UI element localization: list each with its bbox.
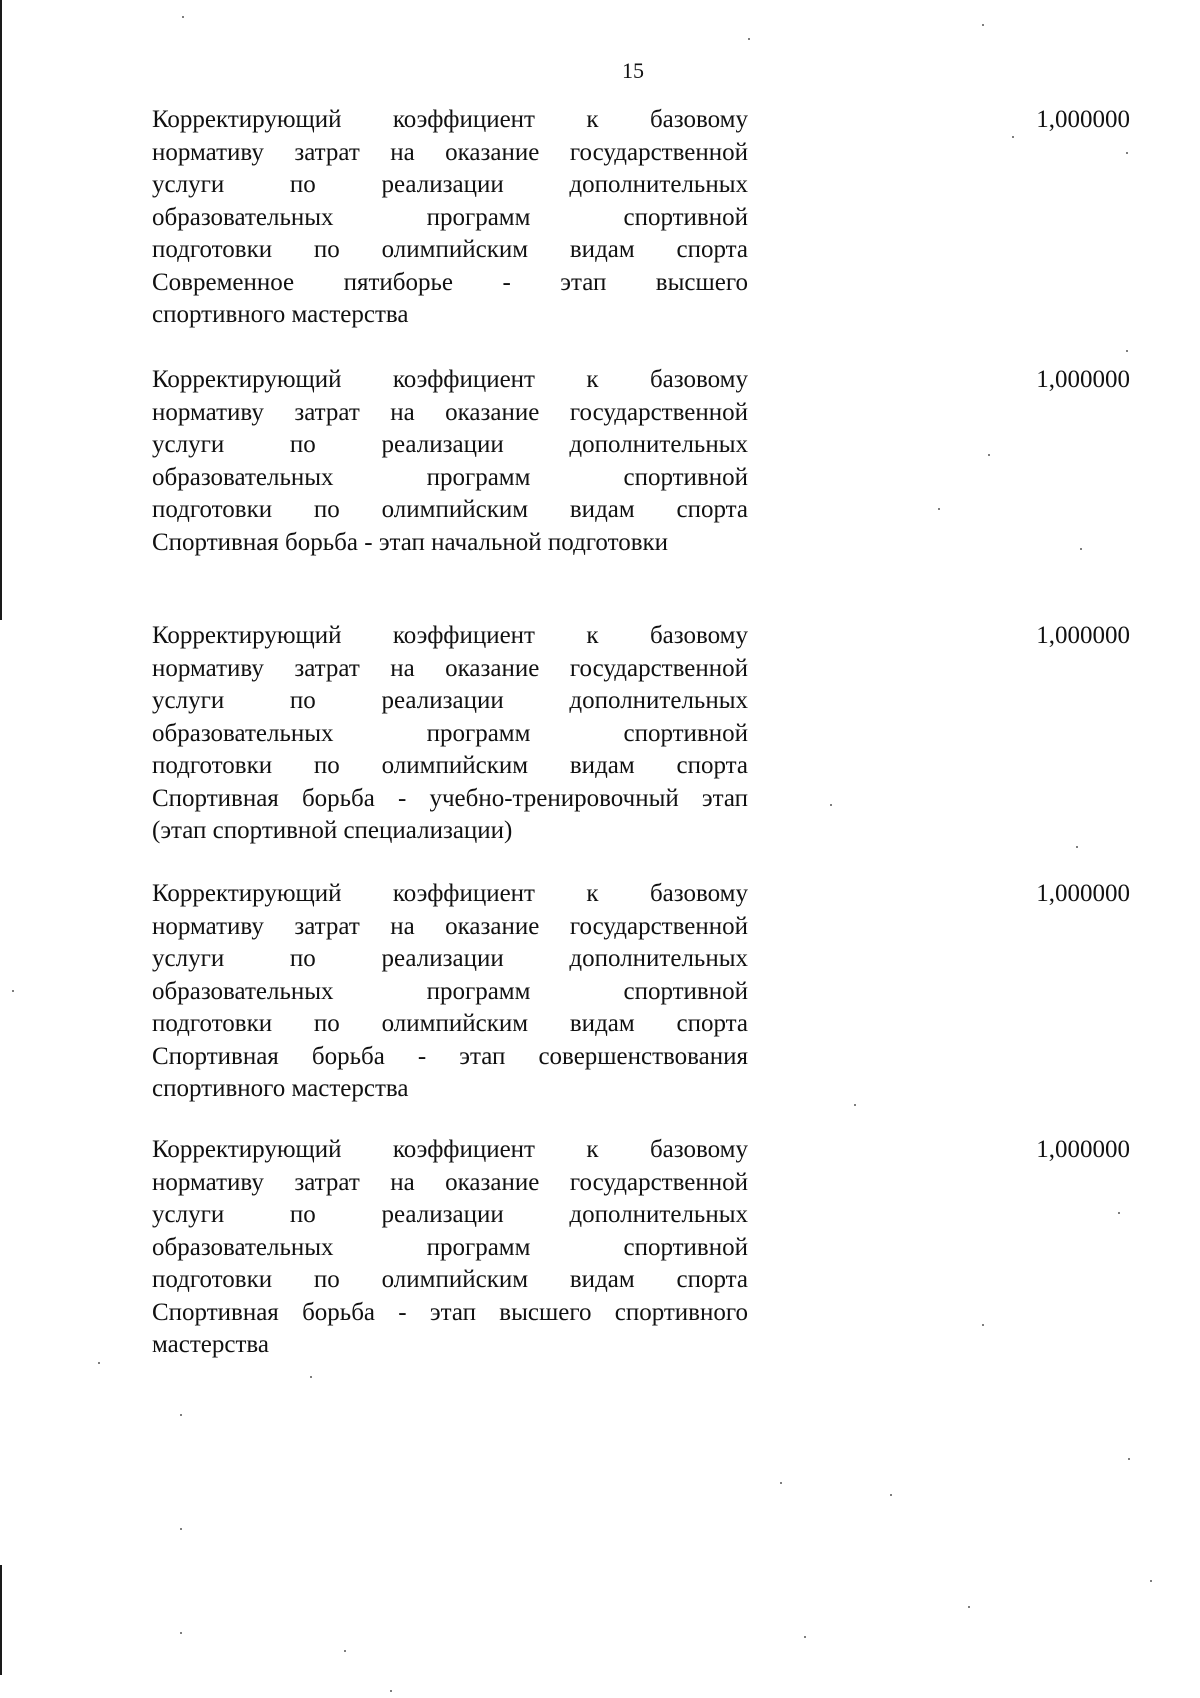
entry-value: 1,000000 bbox=[1036, 880, 1130, 907]
entry-line: нормативу затрат на оказание государственной bbox=[152, 912, 748, 940]
entry-line: Современное пятиборье - этап высшего bbox=[152, 268, 748, 296]
scan-edge-mark bbox=[0, 0, 2, 620]
scan-speck bbox=[12, 990, 14, 992]
entry-line: Спортивная борьба - этап высшего спортивного bbox=[152, 1298, 748, 1326]
scan-speck bbox=[748, 38, 750, 40]
scan-speck bbox=[344, 1650, 346, 1652]
entry-line: мастерства bbox=[152, 1331, 269, 1358]
scan-speck bbox=[390, 1690, 392, 1692]
entry-line: Спортивная борьба - этап начальной подготовки bbox=[152, 528, 669, 556]
entry-value: 1,000000 bbox=[1036, 366, 1130, 393]
entry-line: спортивного мастерства bbox=[152, 301, 409, 328]
scan-speck bbox=[1126, 350, 1128, 352]
entry-description bbox=[152, 620, 748, 848]
entry-line: нормативу затрат на оказание государственной bbox=[152, 398, 748, 426]
scan-speck bbox=[310, 1376, 312, 1378]
entry-line: Корректирующий коэффициент к базовому bbox=[152, 106, 748, 133]
page-number: 15 bbox=[622, 58, 644, 83]
scan-speck bbox=[968, 1606, 970, 1608]
scan-speck bbox=[98, 1362, 100, 1364]
entry-line: (этап спортивной специализации) bbox=[152, 817, 513, 844]
entry-line: услуги по реализации дополнительных bbox=[152, 1201, 748, 1228]
scan-edge-mark bbox=[0, 1565, 2, 1675]
scan-speck bbox=[1150, 1580, 1152, 1582]
entry-line: нормативу затрат на оказание государственной bbox=[152, 654, 748, 682]
entry-description bbox=[152, 364, 748, 559]
entry-line: Спортивная борьба - этап совершенствования bbox=[152, 1042, 748, 1070]
entry-line: нормативу затрат на оказание государственной bbox=[152, 138, 748, 166]
coefficient-entry bbox=[152, 878, 1200, 1106]
entry-description bbox=[152, 878, 748, 1106]
entry-description bbox=[152, 104, 748, 332]
entry-line: услуги по реализации дополнительных bbox=[152, 945, 748, 972]
coefficient-entry bbox=[152, 364, 1200, 559]
entry-value: 1,000000 bbox=[1036, 106, 1130, 133]
entry-line: спортивного мастерства bbox=[152, 1075, 409, 1102]
entry-line: услуги по реализации дополнительных bbox=[152, 171, 748, 198]
entry-line: образовательных программ спортивной bbox=[152, 203, 748, 231]
scan-speck bbox=[180, 1528, 182, 1530]
scan-speck bbox=[890, 1494, 892, 1496]
scan-speck bbox=[1128, 1458, 1130, 1460]
entry-line: нормативу затрат на оказание государственной bbox=[152, 1168, 748, 1196]
entry-line: образовательных программ спортивной bbox=[152, 977, 748, 1005]
entry-line: услуги по реализации дополнительных bbox=[152, 687, 748, 714]
entry-line: Корректирующий коэффициент к базовому bbox=[152, 880, 748, 907]
scan-speck bbox=[182, 16, 184, 18]
entry-line: Корректирующий коэффициент к базовому bbox=[152, 622, 748, 649]
entry-line: подготовки по олимпийским видам спорта bbox=[152, 1266, 748, 1293]
entry-line: услуги по реализации дополнительных bbox=[152, 431, 748, 458]
entry-line: образовательных программ спортивной bbox=[152, 719, 748, 747]
entry-line: подготовки по олимпийским видам спорта bbox=[152, 752, 748, 779]
scan-speck bbox=[180, 1414, 182, 1416]
entry-description bbox=[152, 1134, 748, 1362]
entry-line: Корректирующий коэффициент к базовому bbox=[152, 1136, 748, 1163]
entry-line: подготовки по олимпийским видам спорта bbox=[152, 1010, 748, 1037]
scan-speck bbox=[180, 1632, 182, 1634]
scan-speck bbox=[982, 24, 984, 26]
entry-line: подготовки по олимпийским видам спорта bbox=[152, 236, 748, 263]
entry-line: подготовки по олимпийским видам спорта bbox=[152, 496, 748, 523]
entry-line: образовательных программ спортивной bbox=[152, 1233, 748, 1261]
scan-speck bbox=[804, 1636, 806, 1638]
entry-line: Корректирующий коэффициент к базовому bbox=[152, 366, 748, 393]
coefficient-entry bbox=[152, 620, 1200, 848]
coefficient-entry bbox=[152, 1134, 1200, 1362]
entry-value: 1,000000 bbox=[1036, 1136, 1130, 1163]
entry-line: Спортивная борьба - учебно-тренировочный этап bbox=[152, 784, 748, 812]
coefficient-entry bbox=[152, 104, 1200, 332]
scan-speck bbox=[780, 1482, 782, 1484]
entry-value: 1,000000 bbox=[1036, 622, 1130, 649]
entry-line: образовательных программ спортивной bbox=[152, 463, 748, 491]
